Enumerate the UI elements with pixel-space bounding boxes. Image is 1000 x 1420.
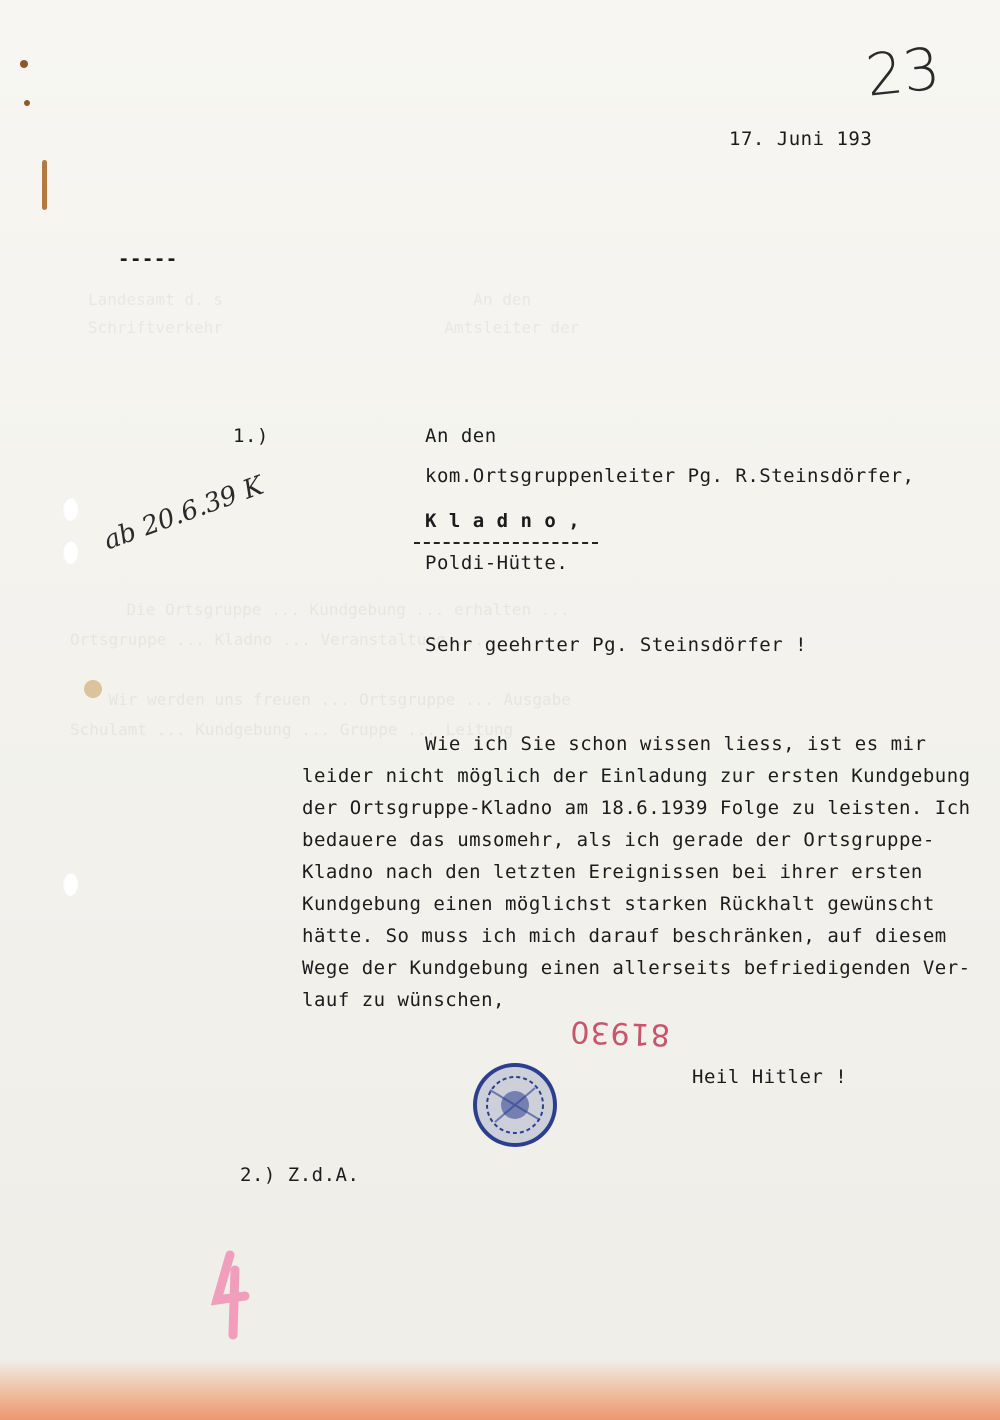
bleed-through-text: Wir werden uns freuen ... Ortsgruppe ... Ausgabe	[70, 690, 571, 709]
body-line: Wie ich Sie schon wissen liess, ist es mir	[425, 733, 927, 755]
body-line: Kundgebung einen möglichst starken Rückhalt gewünscht	[302, 893, 935, 915]
separator-line: -----	[118, 248, 178, 270]
recipient-city: K l a d n o ,	[425, 510, 581, 532]
bleed-through-text: Landesamt d. s An den	[88, 290, 532, 309]
rust-spot	[24, 100, 30, 106]
recipient-line-1: An den	[425, 425, 497, 447]
bottom-edge-stain	[0, 1360, 1000, 1420]
body-line: der Ortsgruppe-Kladno am 18.6.1939 Folge zu leisten. Ich	[302, 797, 971, 819]
binder-hole	[62, 540, 78, 564]
item-one-label: 1.)	[233, 425, 269, 447]
closing-greeting: Heil Hitler !	[692, 1066, 848, 1088]
body-line: leider nicht möglich der Einladung zur ersten Kundgebung	[302, 765, 971, 787]
blue-seal-stamp	[470, 1060, 560, 1150]
archive-stamp-number: 81930	[568, 1013, 671, 1052]
salutation: Sehr geehrter Pg. Steinsdörfer !	[425, 634, 808, 656]
binder-hole	[62, 872, 78, 896]
item-two-label: 2.) Z.d.A.	[240, 1164, 360, 1186]
body-line: lauf zu wünschen,	[302, 989, 505, 1011]
bleed-through-text: Die Ortsgruppe ... Kundgebung ... erhalten ...	[88, 600, 570, 619]
recipient-line-2: kom.Ortsgruppenleiter Pg. R.Steinsdörfer,	[425, 465, 915, 487]
bleed-through-text: Schriftverkehr Amtsleiter der	[88, 318, 580, 337]
recipient-address: Poldi-Hütte.	[425, 552, 569, 574]
stain-spot	[84, 680, 102, 698]
handwritten-page-number: 23	[862, 34, 944, 110]
binder-hole	[62, 497, 78, 521]
body-line: bedauere das umsomehr, als ich gerade der Ortsgruppe-	[302, 829, 935, 851]
bleed-through-text: Schulamt ... Kundgebung ... Gruppe ... Leitung	[70, 720, 514, 739]
rust-streak	[42, 160, 47, 210]
bleed-through-text: Ortsgruppe ... Kladno ... Veranstaltung ...	[70, 630, 485, 649]
body-line: Kladno nach den letzten Ereignissen bei ihrer ersten	[302, 861, 923, 883]
letter-date: 17. Juni 193	[729, 128, 873, 150]
pink-marker-stroke	[205, 1250, 255, 1340]
body-line: Wege der Kundgebung einen allerseits befriedigenden Ver-	[302, 957, 971, 979]
handwritten-note: ab 20.6.39 K	[100, 470, 268, 557]
city-underline	[414, 542, 598, 544]
rust-spot	[20, 60, 28, 68]
body-line: hätte. So muss ich mich darauf beschränken, auf diesem	[302, 925, 947, 947]
